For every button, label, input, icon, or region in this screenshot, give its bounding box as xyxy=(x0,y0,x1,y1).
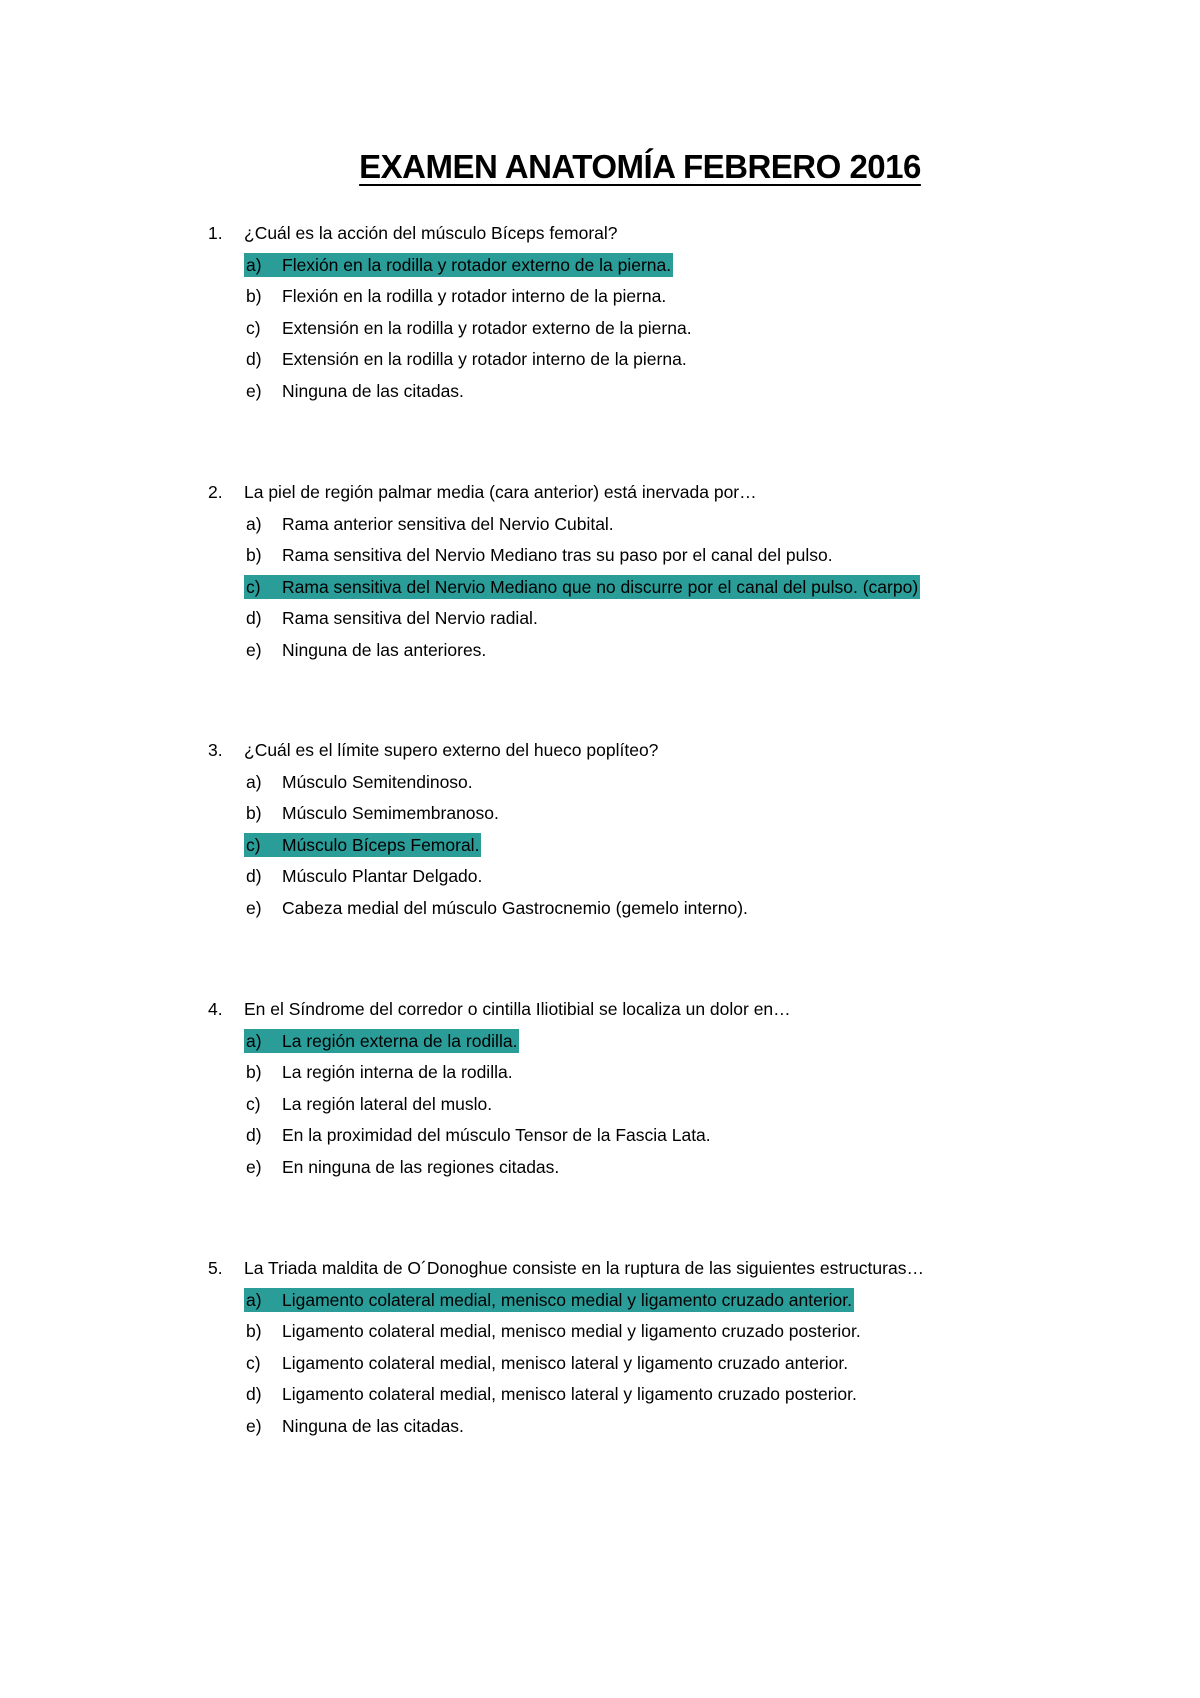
option-text: La región interna de la rodilla. xyxy=(282,1062,513,1082)
option-text: Cabeza medial del músculo Gastrocnemio (gemelo interno). xyxy=(282,897,748,918)
option-letter: e) xyxy=(246,1156,262,1177)
answer-option-content xyxy=(244,770,475,794)
option-text: Ninguna de las citadas. xyxy=(282,1415,464,1436)
answer-option xyxy=(244,540,835,570)
question-number: 4. xyxy=(208,999,223,1019)
option-text: Ligamento colateral medial, menisco medial y ligamento cruzado anterior. xyxy=(282,1289,853,1310)
option-text: Ligamento colateral medial, menisco lateral y ligamento cruzado posterior. xyxy=(282,1384,857,1404)
correct-answer-highlight xyxy=(244,833,481,857)
answer-option-content xyxy=(244,543,835,567)
option-text: En la proximidad del músculo Tensor de la Fascia Lata. xyxy=(282,1125,711,1145)
option-text: Rama sensitiva del Nervio Mediano que no discurre por el canal del pulso. (carpo) xyxy=(282,576,919,597)
answer-option-content xyxy=(244,864,484,888)
question-number: 2. xyxy=(208,482,223,502)
answer-option xyxy=(244,1348,850,1378)
answer-option-content xyxy=(244,1319,863,1343)
option-letter: c) xyxy=(246,1093,261,1114)
option-letter: a) xyxy=(246,254,262,275)
option-letter: c) xyxy=(246,1352,261,1373)
option-letter: d) xyxy=(246,1125,262,1145)
answer-option-content xyxy=(244,1123,713,1147)
question-text: ¿Cuál es el límite supero externo del hueco poplíteo? xyxy=(244,740,659,760)
answer-option xyxy=(244,313,694,343)
answer-option xyxy=(244,635,488,665)
option-letter: d) xyxy=(246,608,262,628)
answer-option xyxy=(244,798,501,828)
option-text: Músculo Semimembranoso. xyxy=(282,803,499,823)
answer-option-content xyxy=(244,347,689,371)
option-text: Rama anterior sensitiva del Nervio Cubital. xyxy=(282,513,614,534)
question-number: 3. xyxy=(208,740,223,760)
option-letter: a) xyxy=(246,771,262,792)
question-text-line xyxy=(208,1253,924,1283)
option-letter: e) xyxy=(246,897,262,918)
option-text: Ninguna de las citadas. xyxy=(282,380,464,401)
answer-option-content xyxy=(244,379,466,403)
answer-option xyxy=(244,861,484,891)
option-letter: c) xyxy=(246,834,261,855)
option-text: Extensión en la rodilla y rotador externo de la pierna. xyxy=(282,317,692,338)
option-letter: b) xyxy=(246,1062,262,1082)
option-letter: e) xyxy=(246,639,262,660)
option-letter: e) xyxy=(246,1415,262,1436)
question-number: 5. xyxy=(208,1258,223,1278)
option-text: En ninguna de las regiones citadas. xyxy=(282,1156,560,1177)
answer-option xyxy=(244,572,920,602)
option-letter: d) xyxy=(246,349,262,369)
correct-answer-highlight xyxy=(244,1029,519,1053)
option-text: Rama sensitiva del Nervio Mediano tras su paso por el canal del pulso. xyxy=(282,545,833,565)
option-letter: b) xyxy=(246,1321,262,1341)
correct-answer-highlight xyxy=(244,253,673,277)
option-text: Ninguna de las anteriores. xyxy=(282,639,487,660)
answer-option xyxy=(244,767,475,797)
answer-option-content xyxy=(244,1382,859,1406)
answer-option xyxy=(244,376,466,406)
option-text: Extensión en la rodilla y rotador interno de la pierna. xyxy=(282,349,687,369)
answer-option-content xyxy=(244,1351,850,1375)
answer-option-content xyxy=(244,1155,561,1179)
answer-option xyxy=(244,344,689,374)
option-text: Ligamento colateral medial, menisco lateral y ligamento cruzado anterior. xyxy=(282,1352,849,1373)
question-text: En el Síndrome del corredor o cintilla Iliotibial se localiza un dolor en… xyxy=(244,999,791,1019)
question-text-line xyxy=(208,735,658,765)
question-text: La piel de región palmar media (cara anterior) está inervada por… xyxy=(244,482,757,502)
answer-option xyxy=(244,1316,863,1346)
option-letter: e) xyxy=(246,380,262,401)
option-letter: d) xyxy=(246,1384,262,1404)
answer-option xyxy=(244,1057,515,1087)
answer-option-content xyxy=(244,801,501,825)
correct-answer-highlight xyxy=(244,575,920,599)
option-letter: b) xyxy=(246,286,262,306)
option-letter: b) xyxy=(246,545,262,565)
answer-option-content xyxy=(244,316,694,340)
document-title xyxy=(0,148,1200,186)
answer-option xyxy=(244,1026,519,1056)
correct-answer-highlight xyxy=(244,1288,854,1312)
option-text: Músculo Semitendinoso. xyxy=(282,771,473,792)
answer-option-content xyxy=(244,1414,466,1438)
question-text: ¿Cuál es la acción del músculo Bíceps femoral? xyxy=(244,223,618,243)
answer-option-content xyxy=(244,638,488,662)
option-text: Músculo Bíceps Femoral. xyxy=(282,834,480,855)
answer-option-content xyxy=(244,606,540,630)
option-letter: c) xyxy=(246,576,261,597)
answer-option xyxy=(244,509,616,539)
option-text: Flexión en la rodilla y rotador externo de la pierna. xyxy=(282,254,672,275)
option-text: Rama sensitiva del Nervio radial. xyxy=(282,608,538,628)
answer-option xyxy=(244,1379,859,1409)
answer-option xyxy=(244,1411,466,1441)
question-text: La Triada maldita de O´Donoghue consiste en la ruptura de las siguientes estructuras… xyxy=(244,1258,924,1278)
option-letter: a) xyxy=(246,1289,262,1310)
answer-option xyxy=(244,830,481,860)
option-letter: a) xyxy=(246,513,262,534)
answer-option-content xyxy=(244,512,616,536)
answer-option xyxy=(244,1285,854,1315)
answer-option-content xyxy=(244,896,750,920)
option-text: La región externa de la rodilla. xyxy=(282,1030,518,1051)
answer-option xyxy=(244,893,750,923)
option-letter: d) xyxy=(246,866,262,886)
option-text: Ligamento colateral medial, menisco medial y ligamento cruzado posterior. xyxy=(282,1321,861,1341)
option-text: La región lateral del muslo. xyxy=(282,1093,493,1114)
answer-option-content xyxy=(244,284,668,308)
question-number: 1. xyxy=(208,223,223,243)
question-text-line xyxy=(208,994,791,1024)
option-letter: a) xyxy=(246,1030,262,1051)
question-text-line xyxy=(208,477,757,507)
option-letter: b) xyxy=(246,803,262,823)
answer-option xyxy=(244,281,668,311)
answer-option xyxy=(244,1152,561,1182)
option-text: Flexión en la rodilla y rotador interno de la pierna. xyxy=(282,286,667,306)
question-text-line xyxy=(208,218,618,248)
document-title-text: EXAMEN ANATOMÍA FEBRERO 2016 xyxy=(359,148,921,185)
option-letter: c) xyxy=(246,317,261,338)
answer-option xyxy=(244,603,540,633)
answer-option-content xyxy=(244,1060,515,1084)
answer-option xyxy=(244,1120,713,1150)
answer-option xyxy=(244,1089,494,1119)
answer-option-content xyxy=(244,1092,494,1116)
option-text: Músculo Plantar Delgado. xyxy=(282,866,483,886)
answer-option xyxy=(244,250,673,280)
